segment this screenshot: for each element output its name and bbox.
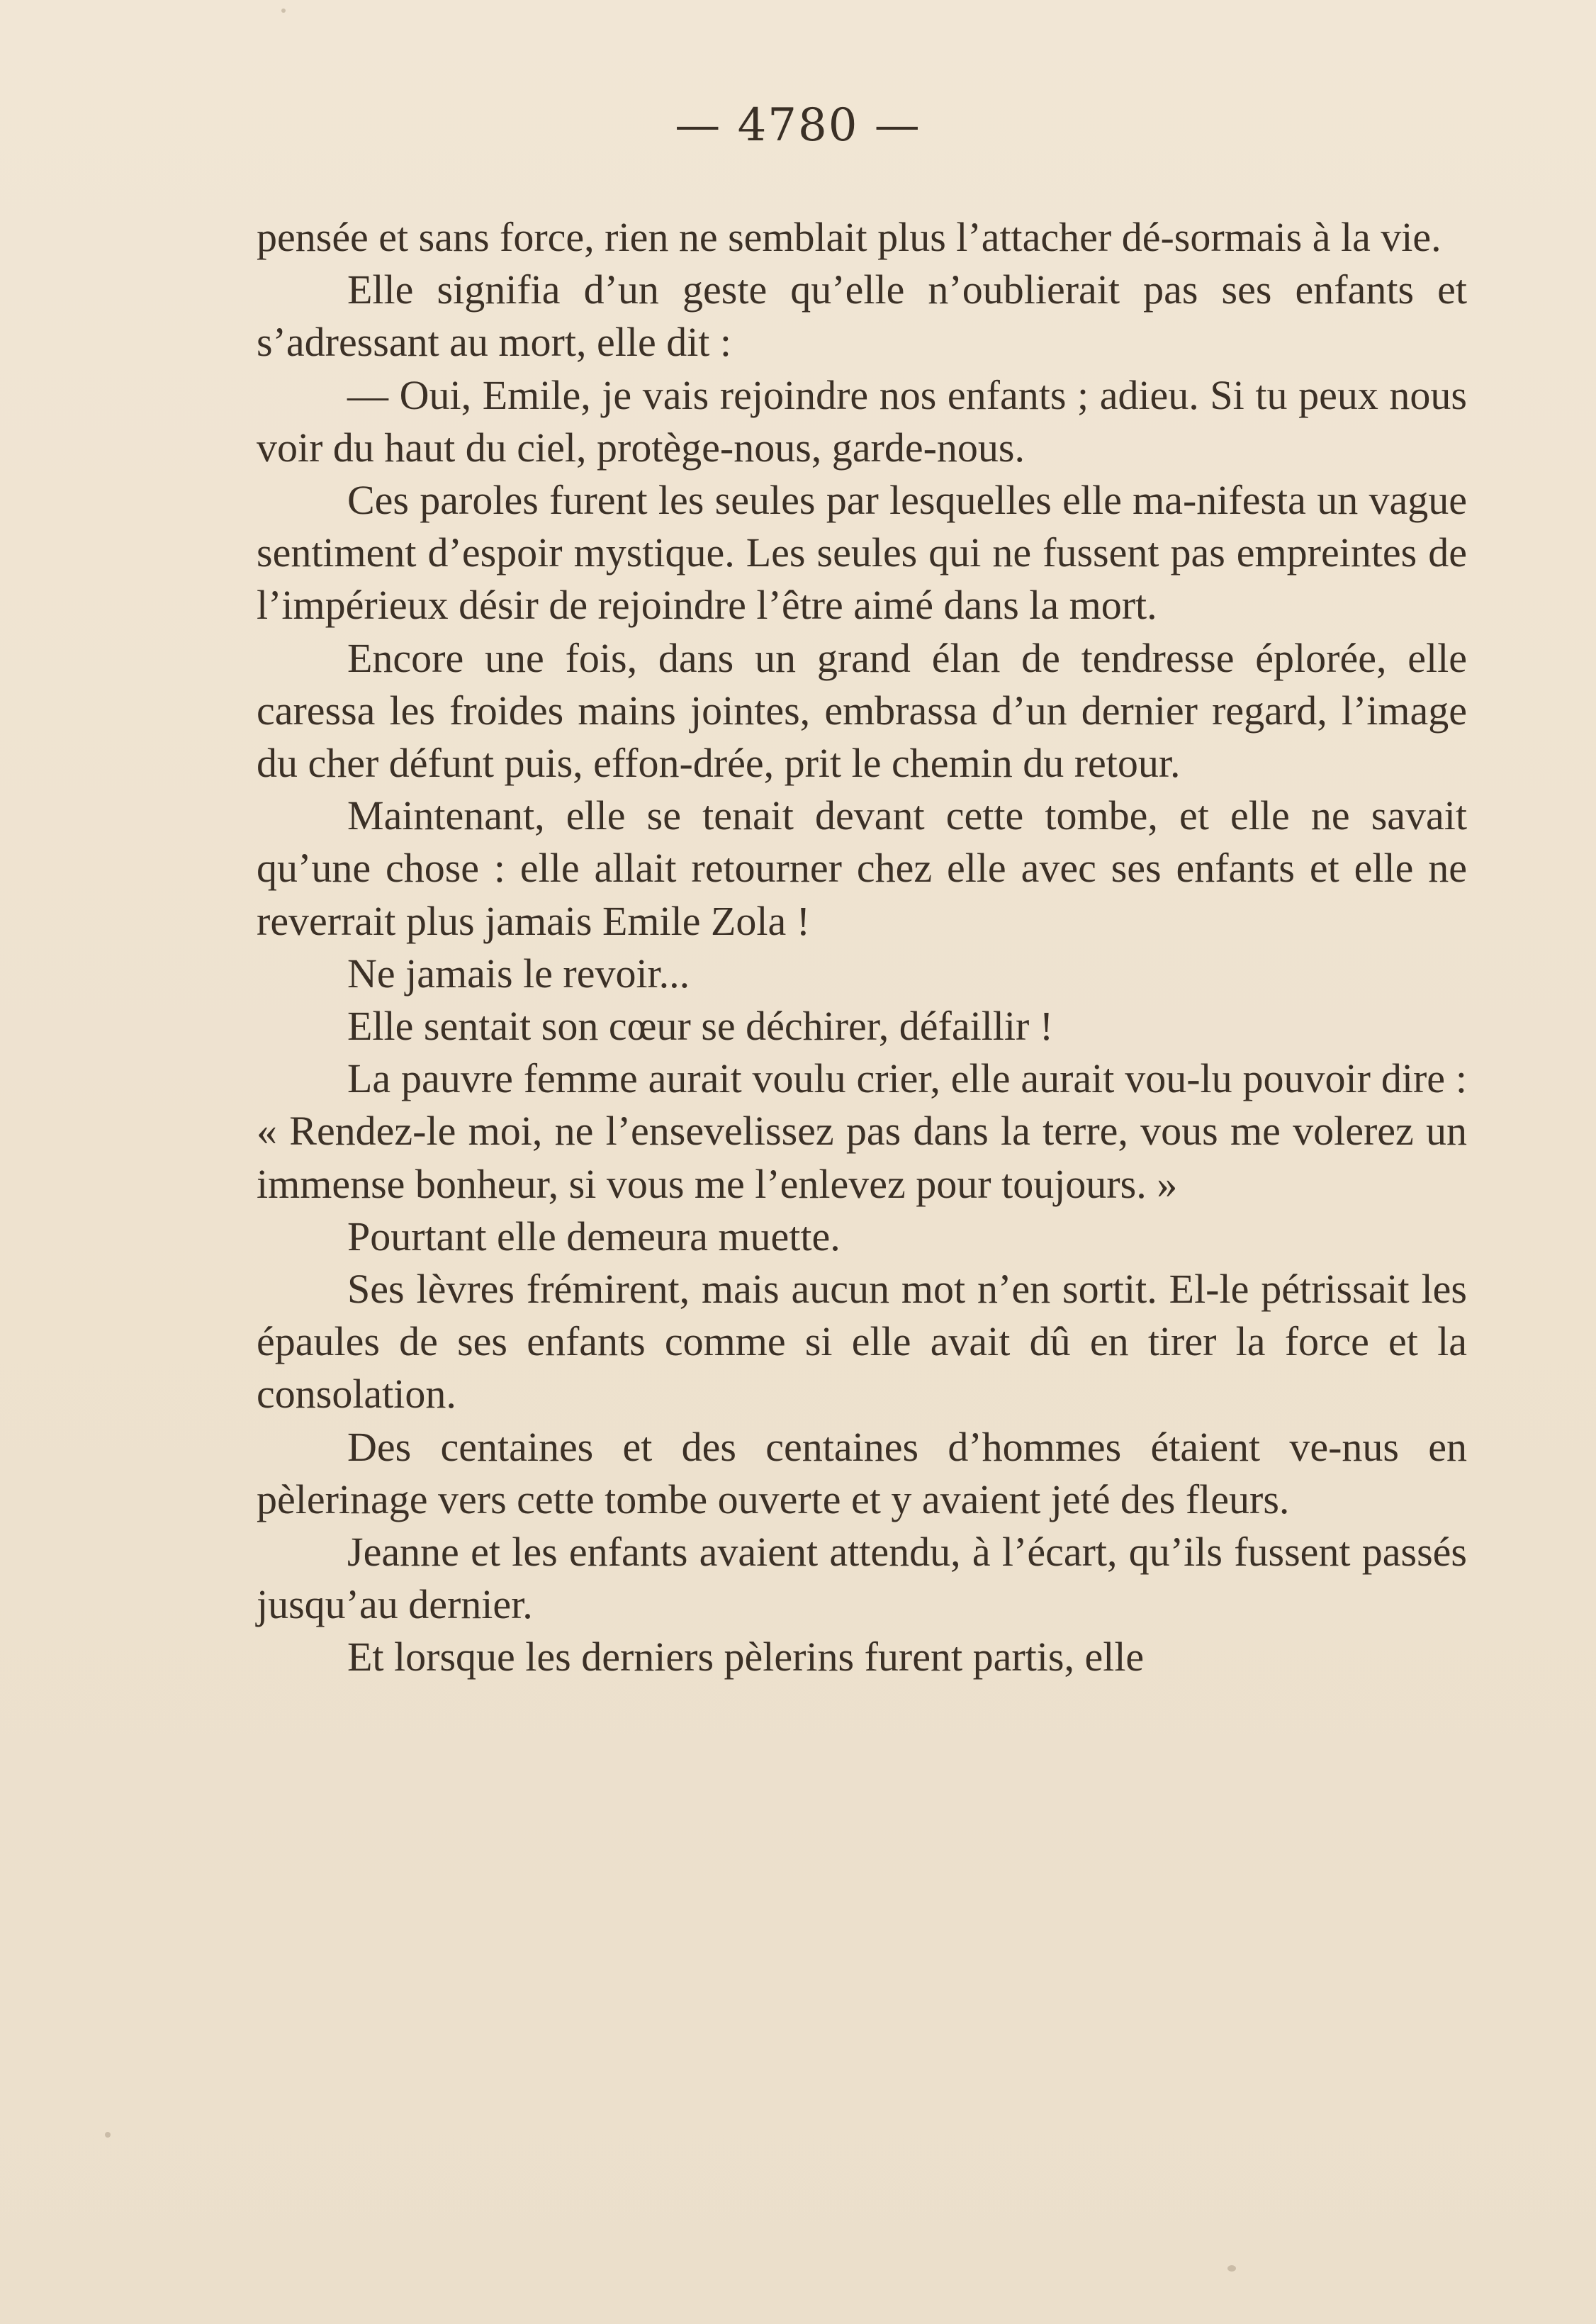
paragraph: Des centaines et des centaines d’hommes étaient ve-nus en pèlerinage vers cette tombe ouverte et y avaient jeté des fleurs. [257,1423,1467,1522]
paragraph: Pourtant elle demeura muette. [347,1213,841,1259]
page-number: — 4780 — [675,99,921,152]
paragraph: Jeanne et les enfants avaient attendu, à l’écart, qu’ils fussent passés jusqu’au dernier. [257,1529,1467,1628]
paragraph: Ne jamais le revoir... [347,950,690,997]
paragraph: Maintenant, elle se tenait devant cette tombe, et elle ne savait qu’une chose : elle allait retourner chez elle avec ses enfants et elle ne reverrait plus jamais Emile Zola ! [257,792,1467,944]
paragraph: Et lorsque les derniers pèlerins furent partis, elle [347,1634,1145,1680]
paper-speck [1227,2265,1236,2272]
paragraph: — Oui, Emile, je vais rejoindre nos enfants ; adieu. Si tu peux nous voir du haut du ciel, protège-nous, garde-nous. [257,371,1467,471]
paper-speck [105,2132,111,2138]
paper-speck [281,9,286,13]
body-text [257,211,1467,1684]
paragraph: Elle sentait son cœur se déchirer, défaillir ! [347,1003,1054,1050]
paragraph: La pauvre femme aurait voulu crier, elle aurait vou-lu pouvoir dire : « Rendez-le moi, ne l’ensevelissez pas dans la terre, vous me volerez un immense bonheur, si vous me l’enlevez pour toujours. » [257,1055,1467,1207]
paragraph: Ces paroles furent les seules par lesquelles elle ma-nifesta un vague sentiment d’espoir mystique. Les seules qui ne fussent pas empreintes de l’impérieux désir de rejoindre l’être aimé dans la mort. [257,477,1467,629]
paragraph: Encore une fois, dans un grand élan de tendresse éplorée, elle caressa les froides mains jointes, embrassa d’un dernier regard, l’image du cher défunt puis, effon-drée, prit le chemin du retour. [257,634,1467,787]
paragraph: pensée et sans force, rien ne semblait plus l’attacher dé-sormais à la vie. [257,214,1442,260]
paragraph: Elle signifia d’un geste qu’elle n’oublierait pas ses enfants et s’adressant au mort, elle dit : [257,266,1467,366]
paragraph: Ses lèvres frémirent, mais aucun mot n’en sortit. El-le pétrissait les épaules de ses enfants comme si elle avait dû en tirer la force et la consolation. [257,1266,1467,1418]
